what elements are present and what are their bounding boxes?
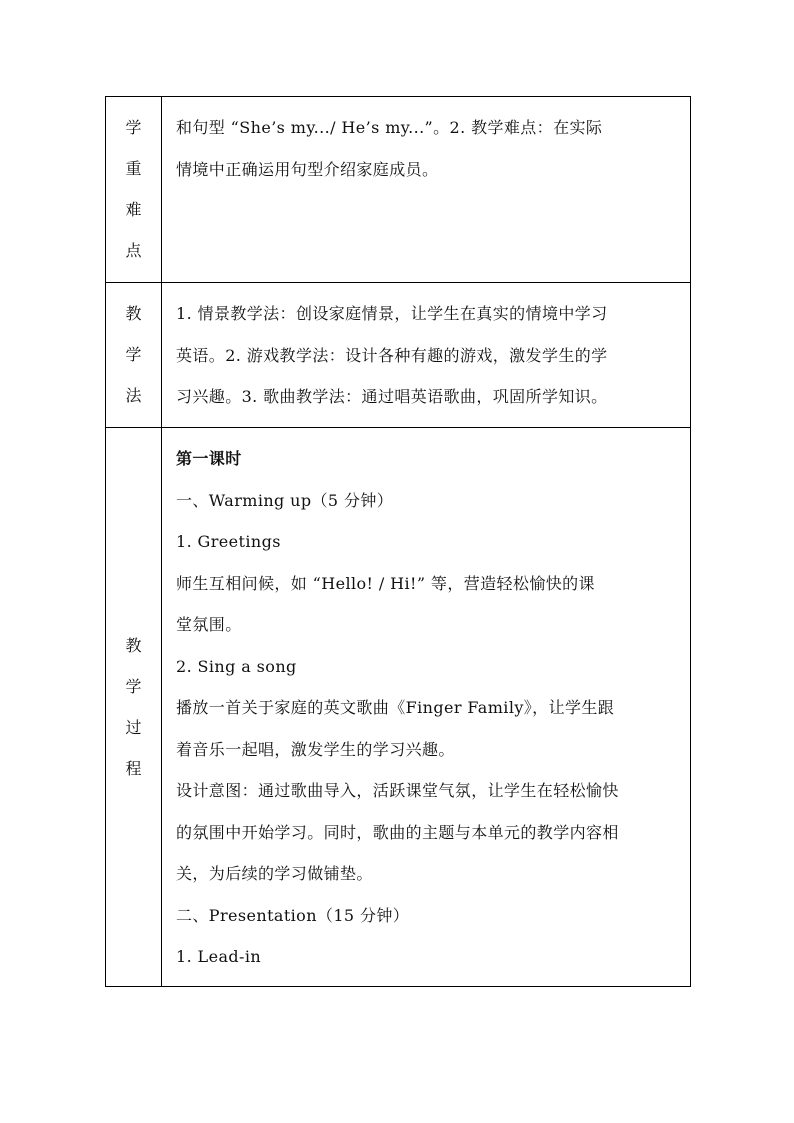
label-char: 教 [125, 304, 142, 323]
table-row-key-difficult-points [106, 97, 691, 283]
text-line: 播放一首关于家庭的英文歌曲《Finger Family》，让学生跟 [176, 698, 615, 717]
text-line: 着音乐一起唱，激发学生的学习兴趣。 [176, 739, 455, 759]
label-char: 程 [125, 759, 142, 778]
text-line: 和句型 “She’s my.../ He’s my...”。2. 教学难点：在实际 [176, 118, 603, 137]
text-line: 习兴趣。3. 歌曲教学法：通过唱英语歌曲，巩固所学知识。 [176, 387, 608, 406]
lesson-heading: 第一课时 [176, 449, 242, 468]
label-char: 学 [125, 118, 142, 137]
step-heading: 1. Lead-in [176, 947, 262, 966]
text-line: 师生互相问候，如 “Hello! / Hi!” 等，营造轻松愉快的课 [176, 573, 595, 593]
section-heading: 二、Presentation（15 分钟） [176, 905, 410, 925]
text-line: 1. 情景教学法：创设家庭情景，让学生在真实的情境中学习 [176, 304, 608, 323]
label-char: 过 [125, 718, 142, 737]
row-content-cell [162, 428, 691, 987]
step-heading: 1. Greetings [176, 532, 281, 551]
step-heading: 2. Sing a song [176, 656, 297, 676]
label-char: 法 [125, 386, 142, 405]
label-char: 点 [125, 241, 142, 260]
label-char: 难 [125, 200, 142, 219]
lesson-plan-table [105, 96, 691, 987]
row-label-cell [106, 283, 162, 428]
text-line: 设计意图：通过歌曲导入，活跃课堂气氛，让学生在轻松愉快 [176, 781, 619, 800]
row-content-cell [162, 283, 691, 428]
label-char: 教 [125, 636, 142, 655]
row-content-cell [162, 97, 691, 283]
row-label-cell [106, 428, 162, 987]
section-heading: 一、Warming up（5 分钟） [176, 490, 394, 510]
label-char: 学 [125, 345, 142, 364]
row-label-cell [106, 97, 162, 283]
table-row-teaching-process [106, 428, 691, 987]
text-line: 的氛围中开始学习。同时，歌曲的主题与本单元的教学内容相 [176, 822, 619, 842]
text-line: 情境中正确运用句型介绍家庭成员。 [176, 159, 439, 179]
text-line: 关，为后续的学习做铺垫。 [176, 864, 373, 883]
table-row-teaching-methods [106, 283, 691, 428]
label-char: 学 [125, 677, 142, 696]
text-line: 英语。2. 游戏教学法：设计各种有趣的游戏，激发学生的学 [176, 345, 608, 365]
text-line: 堂氛围。 [176, 615, 242, 634]
label-char: 重 [125, 159, 142, 178]
